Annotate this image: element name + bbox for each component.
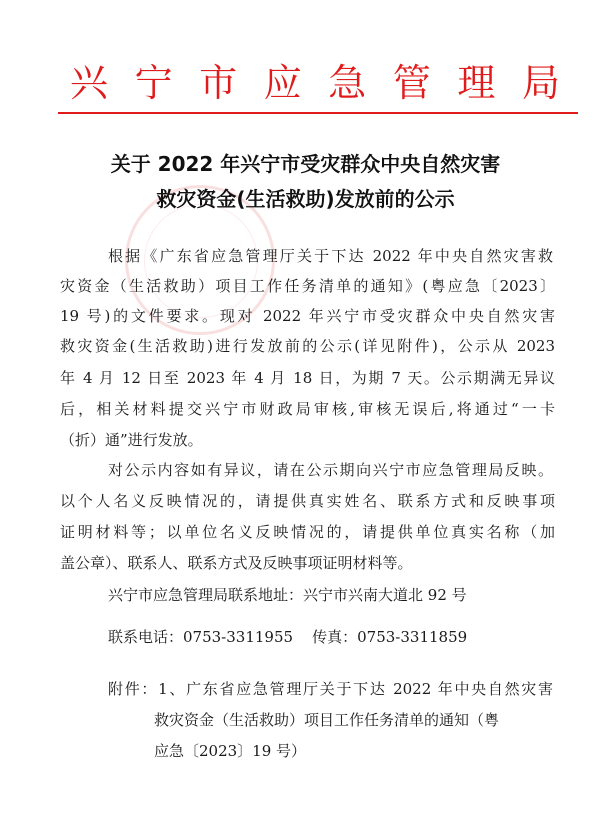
org-header	[70, 58, 560, 108]
paragraph-2-line: 以个人名义反映情况的，请提供真实姓名、联系方式和反映事项	[60, 492, 555, 510]
document-title-line-1: 关于 2022 年兴宁市受灾群众中央自然灾害	[110, 152, 501, 176]
attachment-line: 救灾资金（生活救助）项目工作任务清单的通知（粤	[154, 711, 500, 729]
contact-address: 兴宁市应急管理局联系地址：兴宁市兴南大道北 92 号	[108, 586, 467, 604]
paragraph-1-line: 救灾资金(生活救助)进行发放前的公示(详见附件)，公示从 2023	[60, 337, 555, 355]
org-header-char: 局	[521, 61, 560, 105]
header-divider	[58, 112, 578, 114]
paragraph-1-line: 年 4 月 12 日至 2023 年 4 月 18 日，为期 7 天。公示期满无异议	[60, 369, 555, 387]
org-header-char: 管	[392, 61, 431, 105]
paragraph-2-line: 盖公章）、联系人、联系方式及反映事项证明材料等。	[60, 554, 413, 572]
org-header-char: 应	[263, 61, 302, 105]
org-header-char: 市	[199, 61, 238, 105]
org-header-char: 理	[457, 61, 496, 105]
paragraph-1-line: 19 号)的文件要求。现对 2022 年兴宁市受灾群众中央自然灾害	[60, 307, 555, 325]
paragraph-1-line: （折）通”进行发放。	[60, 431, 203, 449]
paragraph-2-line: 证明材料等；以单位名义反映情况的，请提供单位真实名称（加	[60, 523, 555, 541]
attachment-line: 应急〔2023〕19 号）	[154, 742, 307, 760]
contact-phone-fax: 联系电话：0753-3311955 传真：0753-3311859	[108, 628, 468, 646]
paragraph-1-line: 灾资金（生活救助）项目工作任务清单的通知》(粤应急〔2023〕	[60, 277, 555, 295]
org-header-char: 宁	[134, 61, 173, 105]
document-title-line-2: 救灾资金(生活救助)发放前的公示	[156, 187, 455, 211]
org-header-char: 兴	[70, 61, 109, 105]
attachment-line: 附件：1、广东省应急管理厅关于下达 2022 年中央自然灾害	[108, 680, 553, 698]
org-header-char: 急	[328, 61, 367, 105]
paragraph-2-line: 对公示内容如有异议，请在公示期向兴宁市应急管理局反映。	[108, 461, 553, 479]
paragraph-1-line: 根据《广东省应急管理厅关于下达 2022 年中央自然灾害救	[108, 247, 553, 265]
paragraph-1-line: 后，相关材料提交兴宁市财政局审核,审核无误后,将通过“一卡	[60, 400, 555, 418]
